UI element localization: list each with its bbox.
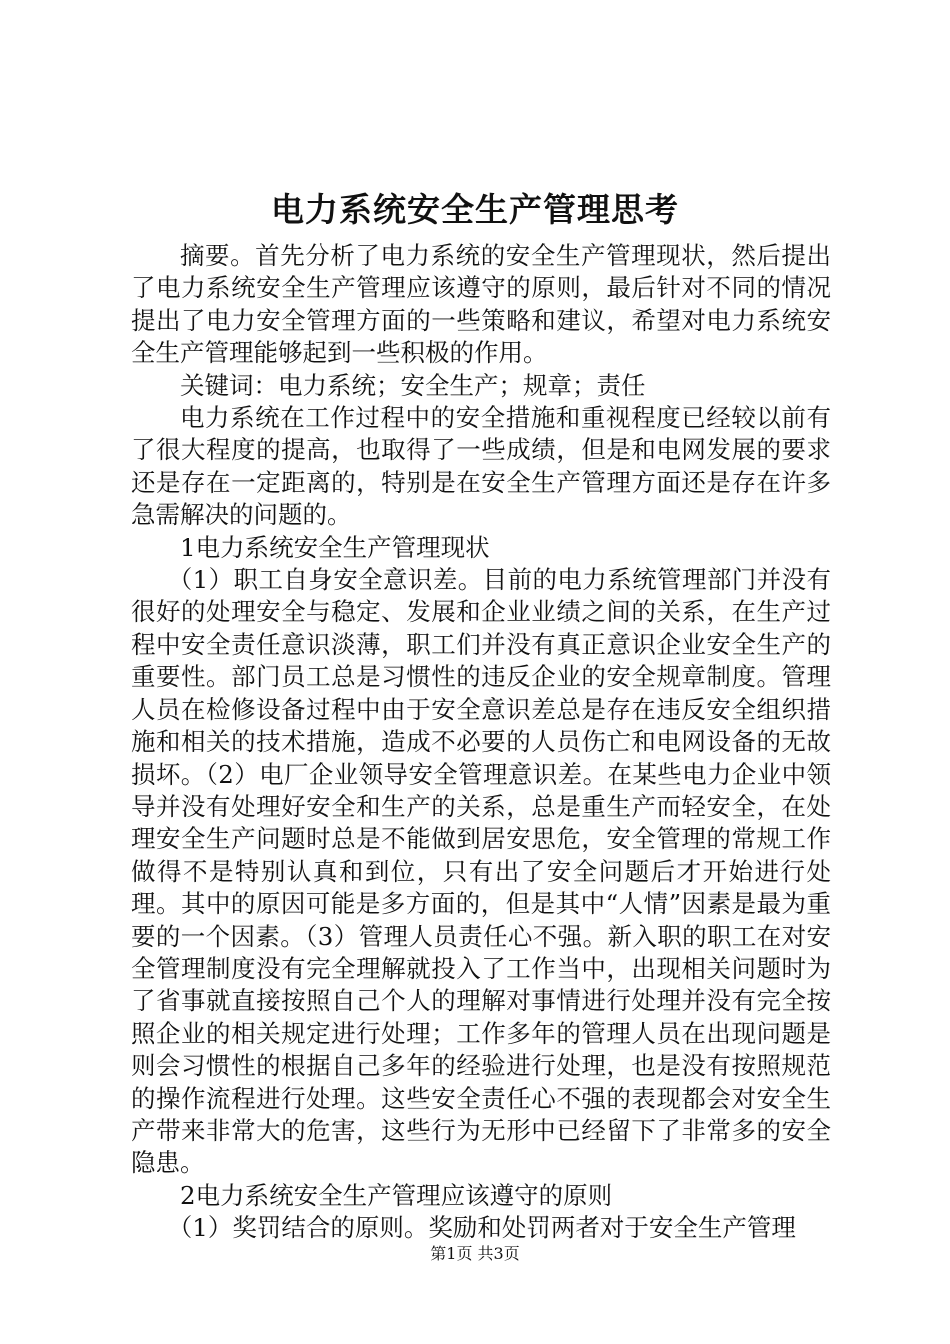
section-heading-2: 2电力系统安全生产管理应该遵守的原则 — [180, 1180, 613, 1210]
keywords-paragraph: 关键词：电力系统；安全生产；规章；责任 — [180, 370, 646, 400]
page-title: 电力系统安全生产管理思考 — [271, 190, 679, 229]
section-1-paragraph: （1）职工自身安全意识差。目前的电力系统管理部门并没有很好的处理安全与稳定、发展和企业业绩之间的关系，在生产过程中安全责任意识淡薄，职工们并没有真正意识企业安全生产的重要性。部门员工总是习惯性的违反企业的安全规章制度。管理人员在检修设备过程中由于安全意识差总是存在违反安全组织措施和相关的技术措施，造成不必要的人员伤亡和电网设备的无故损坏。（2）电厂企业领导安全管理意识差。在某些电力企业中领导并没有处理好安全和生产的关系，总是重生产而轻安全，在处理安全生产问题时总是不能做到居安思危，安全管理的常规工作做得不是特别认真和到位，只有出了安全问题后才开始进行处理。其中的原因可能是多方面的，但是其中“人情”因素是最为重要的一个因素。（3）管理人员责任心不强。新入职的职工在对安全管理制度没有完全理解就投入了工作当中，出现相关问题时为了省事就直接按照自己个人的理解对事情进行处理并没有完全按照企业的相关规定进行处理；工作多年的管理人员在出现问题是则会习惯性的根据自己多年的经验进行处理，也是没有按照规范的操作流程进行处理。这些安全责任心不强的表现都会对安全生产带来非常大的危害，这些行为无形中已经留下了非常多的安全隐患。 — [131, 565, 831, 1178]
abstract-paragraph: 摘要。首先分析了电力系统的安全生产管理现状，然后提出了电力系统安全生产管理应该遵守的原则，最后针对不同的情况提出了电力安全管理方面的一些策略和建议，希望对电力系统安全生产管理能够起到一些积极的作用。 — [131, 241, 831, 368]
section-heading-1: 1电力系统安全生产管理现状 — [180, 532, 490, 562]
intro-paragraph: 电力系统在工作过程中的安全措施和重视程度已经较以前有了很大程度的提高，也取得了一些成绩，但是和电网发展的要求还是存在一定距离的，特别是在安全生产管理方面还是存在许多急需解决的问题的。 — [131, 403, 831, 530]
section-2-paragraph: （1）奖罚结合的原则。奖励和处罚两者对于安全生产管理 — [167, 1213, 796, 1243]
page-footer: 第1页 共3页 — [430, 1244, 520, 1263]
document-body — [131, 240, 831, 1245]
